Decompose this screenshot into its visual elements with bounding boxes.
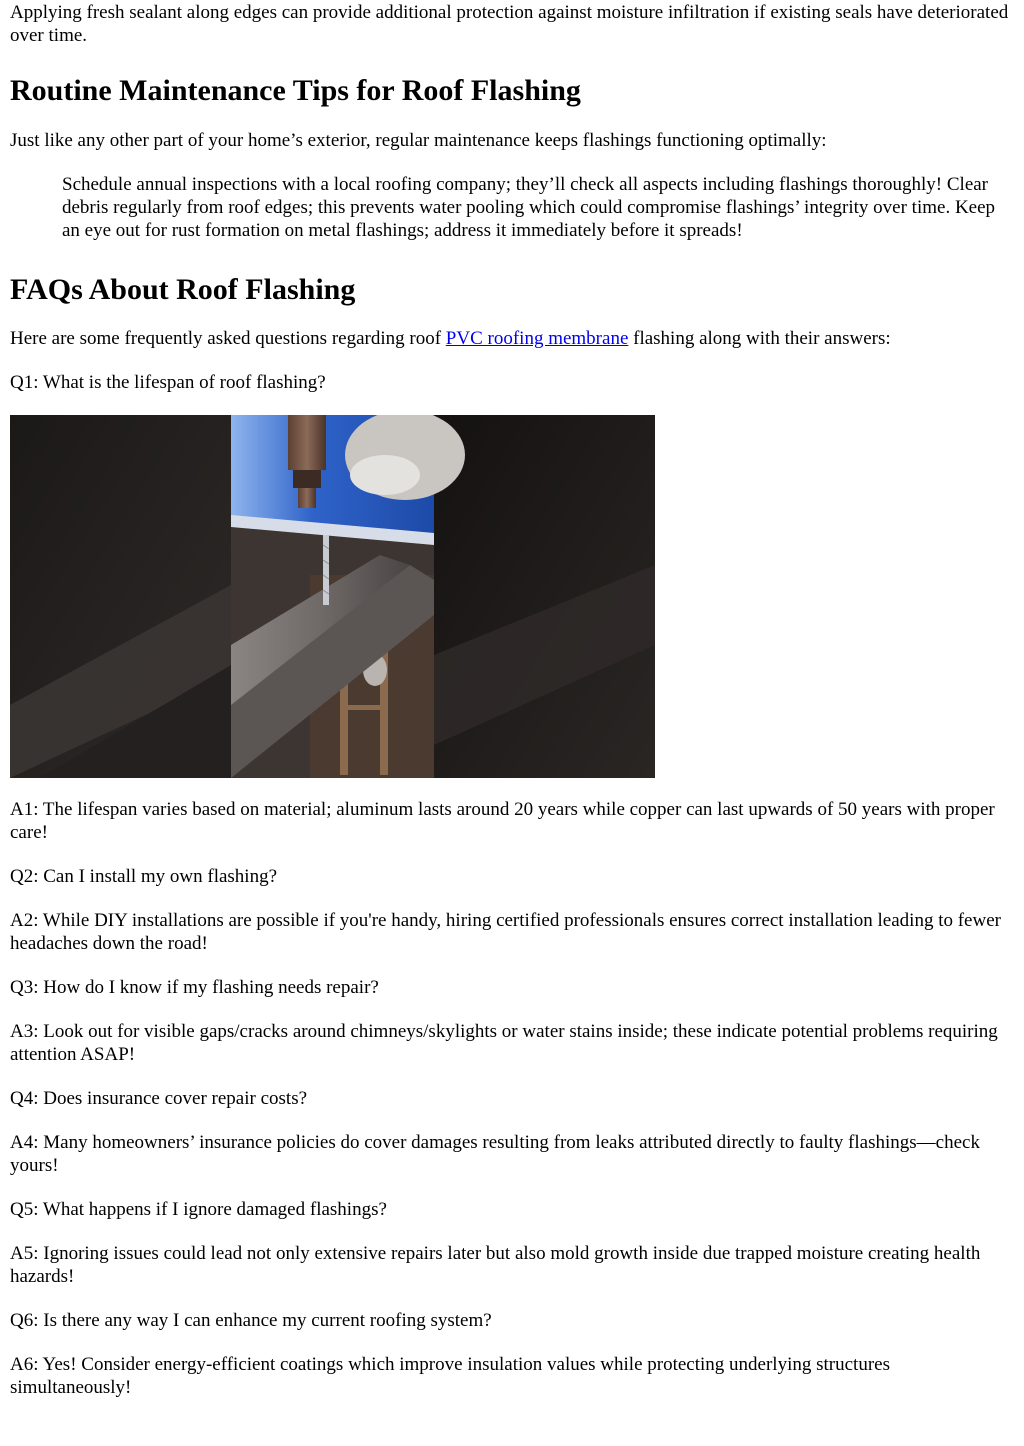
faq-intro [10, 327, 1016, 350]
faq-answer-2: A2: While DIY installations are possible if you're handy, hiring certified professionals ensures correct installation leading to fewer headaches down the road! [10, 910, 1001, 954]
faq-question-4: Q4: Does insurance cover repair costs? [10, 1088, 308, 1109]
faq-question-6: Q6: Is there any way I can enhance my current roofing system? [10, 1310, 492, 1331]
faq-question-3: Q3: How do I know if my flashing needs repair? [10, 977, 379, 998]
faq-answer-5: A5: Ignoring issues could lead not only extensive repairs later but also mold growth inside due trapped moisture creating health hazards! [10, 1243, 981, 1287]
faq-question-1: Q1: What is the lifespan of roof flashing? [10, 372, 326, 393]
article-page [10, 0, 1016, 1399]
roof-flashing-photo [10, 415, 655, 778]
faq-intro-text-before: Here are some frequently asked questions regarding roof [10, 328, 446, 349]
faq-question-5: Q5: What happens if I ignore damaged flashings? [10, 1199, 387, 1220]
faq-answer-3: A3: Look out for visible gaps/cracks around chimneys/skylights or water stains inside; these indicate potential problems requiring attention ASAP! [10, 1021, 998, 1065]
faq-heading: FAQs About Roof Flashing [10, 273, 356, 306]
photo-image-icon [10, 415, 655, 778]
maintenance-heading: Routine Maintenance Tips for Roof Flashing [10, 74, 581, 107]
maintenance-intro: Just like any other part of your home’s exterior, regular maintenance keeps flashings functioning optimally: [10, 130, 827, 151]
faq-answer-1: A1: The lifespan varies based on material; aluminum lasts around 20 years while copper can last upwards of 50 years with proper care! [10, 799, 995, 843]
faq-intro-text-after: flashing along with their answers: [628, 328, 891, 349]
intro-paragraph: Applying fresh sealant along edges can provide additional protection against moisture infiltration if existing seals have deteriorated over time. [10, 2, 1009, 46]
faq-answer-6: A6: Yes! Consider energy-efficient coatings which improve insulation values while protecting underlying structures simultaneously! [10, 1354, 890, 1398]
faq-question-2: Q2: Can I install my own flashing? [10, 866, 278, 887]
maintenance-tips-quote: Schedule annual inspections with a local roofing company; they’ll check all aspects including flashings thoroughly! Clear debris regularly from roof edges; this prevents water pooling which could compromise flashings’ integrity over time. Keep an eye out for rust formation on metal flashings; address it immediately before it spreads! [62, 174, 996, 241]
pvc-roofing-membrane-link[interactable]: PVC roofing membrane [445, 328, 629, 349]
faq-answer-4: A4: Many homeowners’ insurance policies do cover damages resulting from leaks attributed directly to faulty flashings—check yours! [10, 1132, 980, 1176]
